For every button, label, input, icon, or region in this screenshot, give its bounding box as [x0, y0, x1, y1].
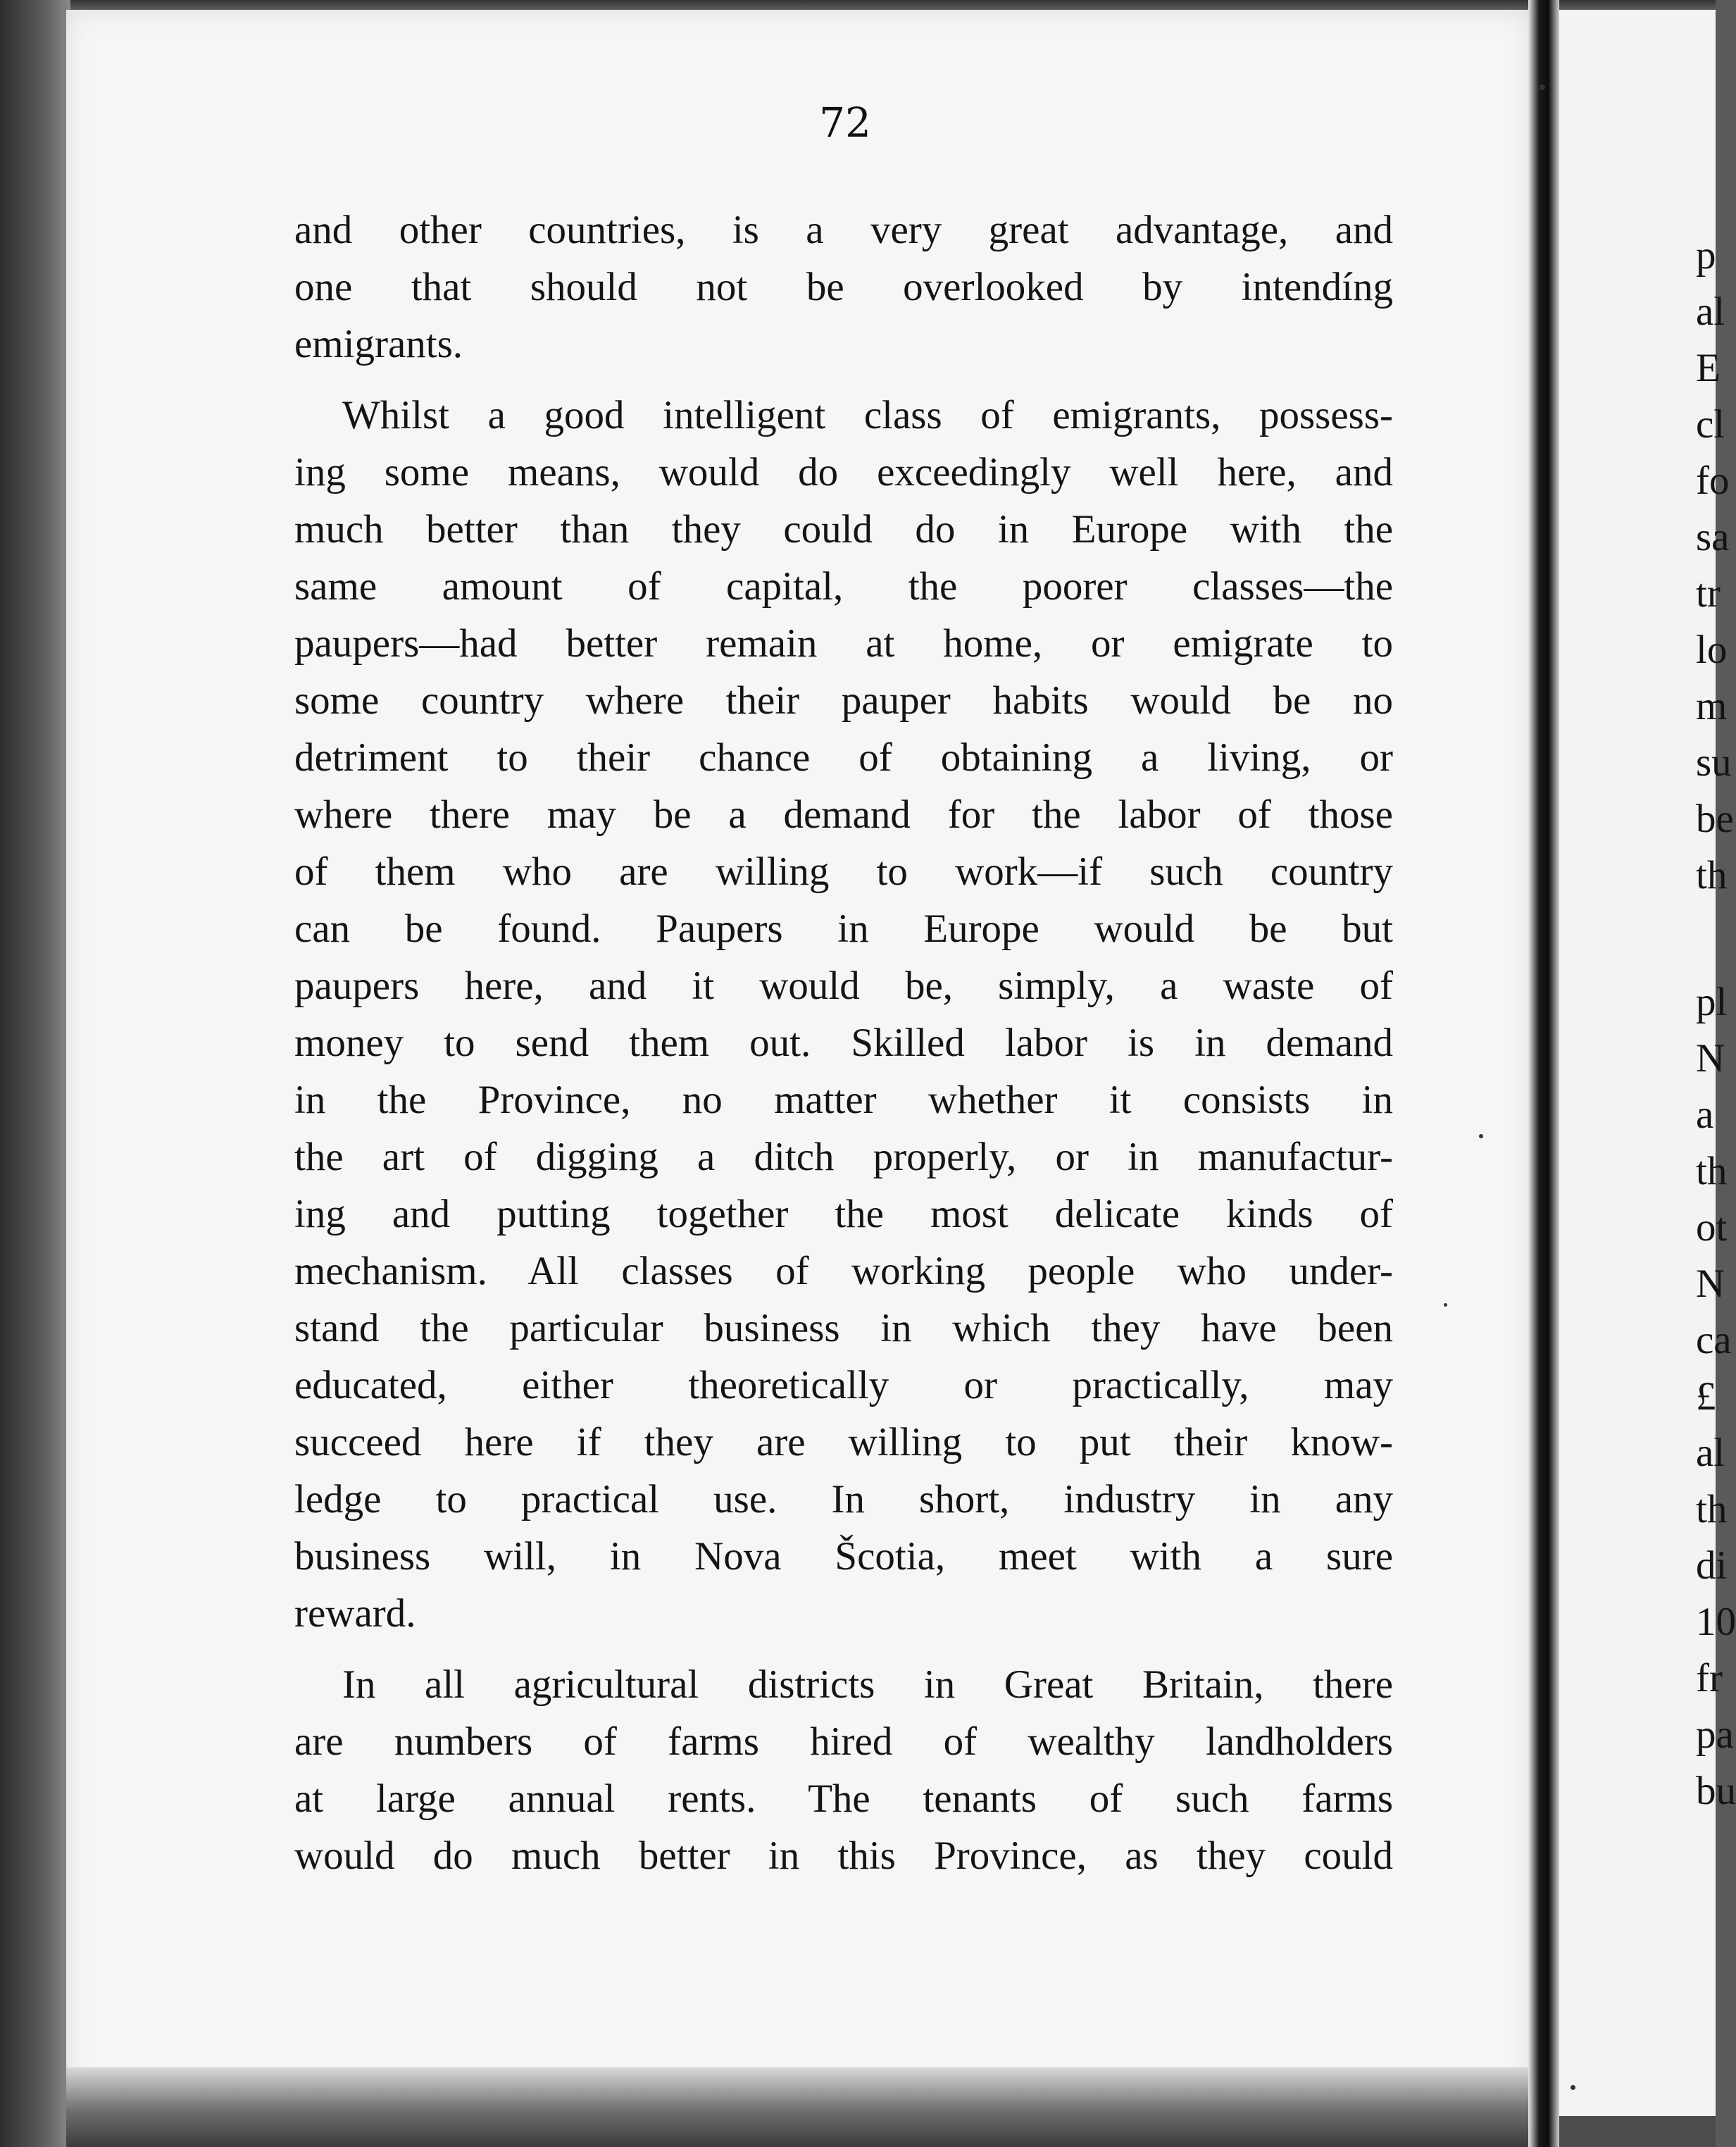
text-line: money to send them out. Skilled labor is in demand	[294, 1021, 1393, 1065]
text-line: can be found. Paupers in Europe would be but	[294, 907, 1393, 951]
facing-line-fragment: sa	[1696, 515, 1730, 559]
facing-line-fragment: th	[1696, 1487, 1728, 1531]
facing-line-fragment: ca	[1696, 1318, 1732, 1362]
page-bottom-edge	[66, 2067, 1559, 2147]
text-line: ing some means, would do exceedingly well here, and	[294, 450, 1393, 494]
text-line: same amount of capital, the poorer classes—the	[294, 564, 1393, 609]
paragraph-1	[294, 201, 1393, 373]
text-line: and other countries, is a very great advantage, and	[294, 208, 1393, 252]
facing-line-fragment: m	[1696, 684, 1728, 728]
right-page	[1559, 10, 1716, 2116]
text-line: are numbers of farms hired of wealthy landholders	[294, 1719, 1393, 1764]
facing-line-fragment: lo	[1696, 628, 1728, 672]
facing-line-fragment: fo	[1696, 459, 1730, 503]
scan-speck	[1570, 2085, 1575, 2090]
text-line: ing and putting together the most delicate kinds of	[294, 1192, 1393, 1236]
text-line: the art of digging a ditch properly, or in manufactur-	[294, 1135, 1393, 1179]
facing-line-fragment: pl	[1696, 980, 1728, 1024]
facing-line-fragment: ot	[1696, 1205, 1728, 1250]
facing-line-fragment: be	[1696, 797, 1734, 841]
facing-line-fragment: al	[1696, 290, 1725, 334]
facing-line-fragment: N	[1696, 1036, 1725, 1081]
text-line: paupers here, and it would be, simply, a waste of	[294, 964, 1393, 1008]
facing-line-fragment: £	[1696, 1374, 1716, 1419]
facing-line-fragment: tr	[1696, 571, 1721, 616]
facing-line-fragment: pa	[1696, 1712, 1734, 1757]
text-line: some country where their pauper habits would be no	[294, 678, 1393, 723]
book-gutter	[1528, 0, 1559, 2147]
text-line: detriment to their chance of obtaining a living, or	[294, 735, 1393, 780]
text-line: Whilst a good intelligent class of emigrants, possess-	[342, 393, 1393, 437]
facing-line-fragment: bu	[1696, 1769, 1736, 1813]
scan-left-edge	[0, 0, 70, 2147]
facing-line-fragment: fr	[1696, 1656, 1723, 1700]
text-line: would do much better in this Province, as they could	[294, 1834, 1393, 1878]
text-line: business will, in Nova Šcotia, meet with a sure	[294, 1534, 1393, 1579]
text-line: at large annual rents. The tenants of such farms	[294, 1776, 1393, 1821]
text-line: one that should not be overlooked by intendíng	[294, 265, 1393, 309]
scan-speck	[1540, 85, 1545, 90]
text-line: much better than they could do in Europe with the	[294, 507, 1393, 552]
facing-line-fragment: 10	[1696, 1600, 1736, 1644]
facing-line-fragment: th	[1696, 1149, 1728, 1193]
paragraph-2	[294, 387, 1393, 1642]
text-line: emigrants.	[294, 322, 463, 366]
text-line: succeed here if they are willing to put their know-	[294, 1420, 1393, 1464]
facing-line-fragment: N	[1696, 1262, 1725, 1306]
text-line: of them who are willing to work—if such country	[294, 850, 1393, 894]
text-line: paupers—had better remain at home, or emigrate to	[294, 621, 1393, 666]
facing-line-fragment: p	[1696, 233, 1716, 278]
text-line: ledge to practical use. In short, industry in any	[294, 1477, 1393, 1521]
facing-line-fragment: th	[1696, 853, 1728, 897]
text-line: where there may be a demand for the labor of those	[294, 792, 1393, 837]
facing-line-fragment: E	[1696, 346, 1721, 390]
page-number: 72	[819, 99, 871, 147]
text-line: mechanism. All classes of working people who under-	[294, 1249, 1393, 1293]
facing-line-fragment: cl	[1696, 402, 1725, 447]
facing-line-fragment: di	[1696, 1543, 1728, 1588]
text-line: in the Province, no matter whether it consists in	[294, 1078, 1393, 1122]
facing-line-fragment: al	[1696, 1431, 1725, 1475]
text-line: educated, either theoretically or practically, may	[294, 1363, 1393, 1407]
facing-line-fragment: su	[1696, 740, 1732, 785]
scan-speck	[1479, 1134, 1483, 1138]
paragraph-3	[294, 1656, 1393, 1884]
text-line: In all agricultural districts in Great Britain, there	[342, 1662, 1393, 1707]
text-line: stand the particular business in which they have been	[294, 1306, 1393, 1350]
body-text	[294, 201, 1393, 1884]
text-line: reward.	[294, 1591, 416, 1636]
facing-line-fragment: a	[1696, 1093, 1714, 1137]
scan-speck	[1444, 1303, 1447, 1307]
